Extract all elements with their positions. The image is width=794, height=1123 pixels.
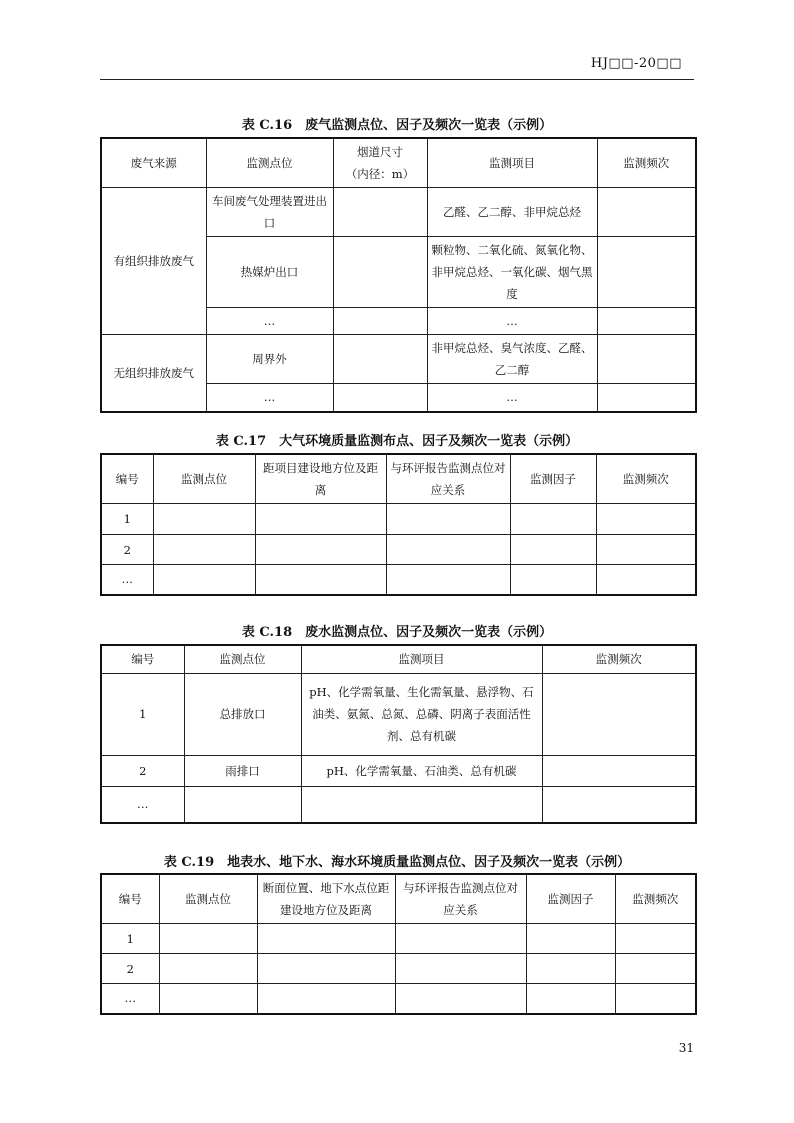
page-number: 31: [678, 1041, 694, 1055]
empty-cell: [333, 188, 427, 237]
header-cell: 监测点位: [184, 645, 301, 673]
items-cell: 乙醛、乙二醇、非甲烷总烃: [427, 188, 597, 237]
items-cell: pH、化学需氧量、石油类、总有机碳: [301, 755, 542, 786]
point-cell: 车间废气处理装置进出口: [206, 188, 333, 237]
header-cell: 监测因子: [510, 454, 596, 504]
empty-cell: [395, 954, 526, 984]
empty-cell: [615, 924, 696, 954]
empty-cell: [510, 504, 596, 535]
table-c17-caption: 表 C.17 大气环境质量监测布点、因子及频次一览表（示例）: [215, 434, 579, 449]
header-cell: 编号: [101, 874, 159, 924]
header-cell: 距项目建设地方位及距离: [255, 454, 386, 504]
empty-cell: [615, 984, 696, 1014]
header-cell: 监测点位: [153, 454, 255, 504]
empty-cell: [257, 954, 395, 984]
row-number: 2: [101, 755, 184, 786]
empty-cell: [255, 535, 386, 565]
empty-cell: [542, 673, 696, 755]
items-cell: …: [427, 384, 597, 412]
empty-cell: [526, 954, 615, 984]
items-cell: pH、化学需氧量、生化需氧量、悬浮物、石油类、氨氮、总氮、总磷、阴离子表面活性剂、总有机碳: [301, 673, 542, 755]
point-cell: …: [206, 308, 333, 335]
empty-cell: [386, 565, 510, 595]
empty-cell: [597, 188, 696, 237]
point-cell: 周界外: [206, 335, 333, 384]
row-number: …: [101, 565, 153, 595]
empty-cell: [301, 786, 542, 823]
table-c16: [100, 137, 697, 413]
header-cell: 烟道尺寸 （内径：m）: [333, 138, 427, 188]
empty-cell: [333, 335, 427, 384]
items-cell: 非甲烷总烃、臭气浓度、乙醛、乙二醇: [427, 335, 597, 384]
table-c16-caption: 表 C.16 废气监测点位、因子及频次一览表（示例）: [241, 118, 553, 133]
empty-cell: [542, 786, 696, 823]
empty-cell: [526, 984, 615, 1014]
empty-cell: [153, 535, 255, 565]
row-number: 1: [101, 673, 184, 755]
empty-cell: [255, 565, 386, 595]
empty-cell: [255, 504, 386, 535]
row-number: 2: [101, 954, 159, 984]
empty-cell: [395, 984, 526, 1014]
empty-cell: [596, 565, 696, 595]
header-cell: 监测项目: [427, 138, 597, 188]
table-c18: [100, 644, 697, 824]
header-cell: 与环评报告监测点位对应关系: [386, 454, 510, 504]
empty-cell: [333, 237, 427, 308]
empty-cell: [153, 565, 255, 595]
empty-cell: [257, 984, 395, 1014]
empty-cell: [597, 237, 696, 308]
header-cell: 监测项目: [301, 645, 542, 673]
row-number: 2: [101, 535, 153, 565]
header-cell: 监测点位: [159, 874, 257, 924]
row-number: …: [101, 984, 159, 1014]
empty-cell: [542, 755, 696, 786]
row-number: 1: [101, 924, 159, 954]
empty-cell: [597, 308, 696, 335]
empty-cell: [526, 924, 615, 954]
empty-cell: [159, 924, 257, 954]
header-cell: 与环评报告监测点位对应关系: [395, 874, 526, 924]
header-rule: [100, 79, 694, 80]
table-c18-caption: 表 C.18 废水监测点位、因子及频次一览表（示例）: [241, 625, 553, 640]
empty-cell: [597, 335, 696, 384]
empty-cell: [596, 535, 696, 565]
header-cell: 编号: [101, 454, 153, 504]
header-cell: 监测频次: [597, 138, 696, 188]
header-cell: 编号: [101, 645, 184, 673]
row-number: 1: [101, 504, 153, 535]
table-c19-caption: 表 C.19 地表水、地下水、海水环境质量监测点位、因子及频次一览表（示例）: [163, 855, 631, 870]
header-cell: 监测频次: [542, 645, 696, 673]
row-number: …: [101, 786, 184, 823]
empty-cell: [510, 565, 596, 595]
empty-cell: [184, 786, 301, 823]
point-cell: 总排放口: [184, 673, 301, 755]
empty-cell: [386, 504, 510, 535]
header-cell: 监测因子: [526, 874, 615, 924]
point-cell: 雨排口: [184, 755, 301, 786]
empty-cell: [596, 504, 696, 535]
header-cell: 废气来源: [101, 138, 206, 188]
empty-cell: [159, 954, 257, 984]
empty-cell: [395, 924, 526, 954]
empty-cell: [333, 308, 427, 335]
empty-cell: [159, 984, 257, 1014]
point-cell: …: [206, 384, 333, 412]
group-cell: 有组织排放废气: [101, 188, 206, 335]
empty-cell: [510, 535, 596, 565]
table-c19: [100, 873, 697, 1015]
standard-code: HJ□□-20□□: [590, 56, 682, 71]
point-cell: 热媒炉出口: [206, 237, 333, 308]
header-cell: 监测点位: [206, 138, 333, 188]
empty-cell: [153, 504, 255, 535]
empty-cell: [333, 384, 427, 412]
empty-cell: [386, 535, 510, 565]
header-cell: 监测频次: [615, 874, 696, 924]
empty-cell: [597, 384, 696, 412]
empty-cell: [257, 924, 395, 954]
table-c17: [100, 453, 697, 596]
items-cell: 颗粒物、二氧化硫、氮氧化物、非甲烷总烃、一氧化碳、烟气黑度: [427, 237, 597, 308]
header-cell: 监测频次: [596, 454, 696, 504]
items-cell: …: [427, 308, 597, 335]
header-cell: 断面位置、地下水点位距建设地方位及距离: [257, 874, 395, 924]
empty-cell: [615, 954, 696, 984]
group-cell: 无组织排放废气: [101, 335, 206, 412]
